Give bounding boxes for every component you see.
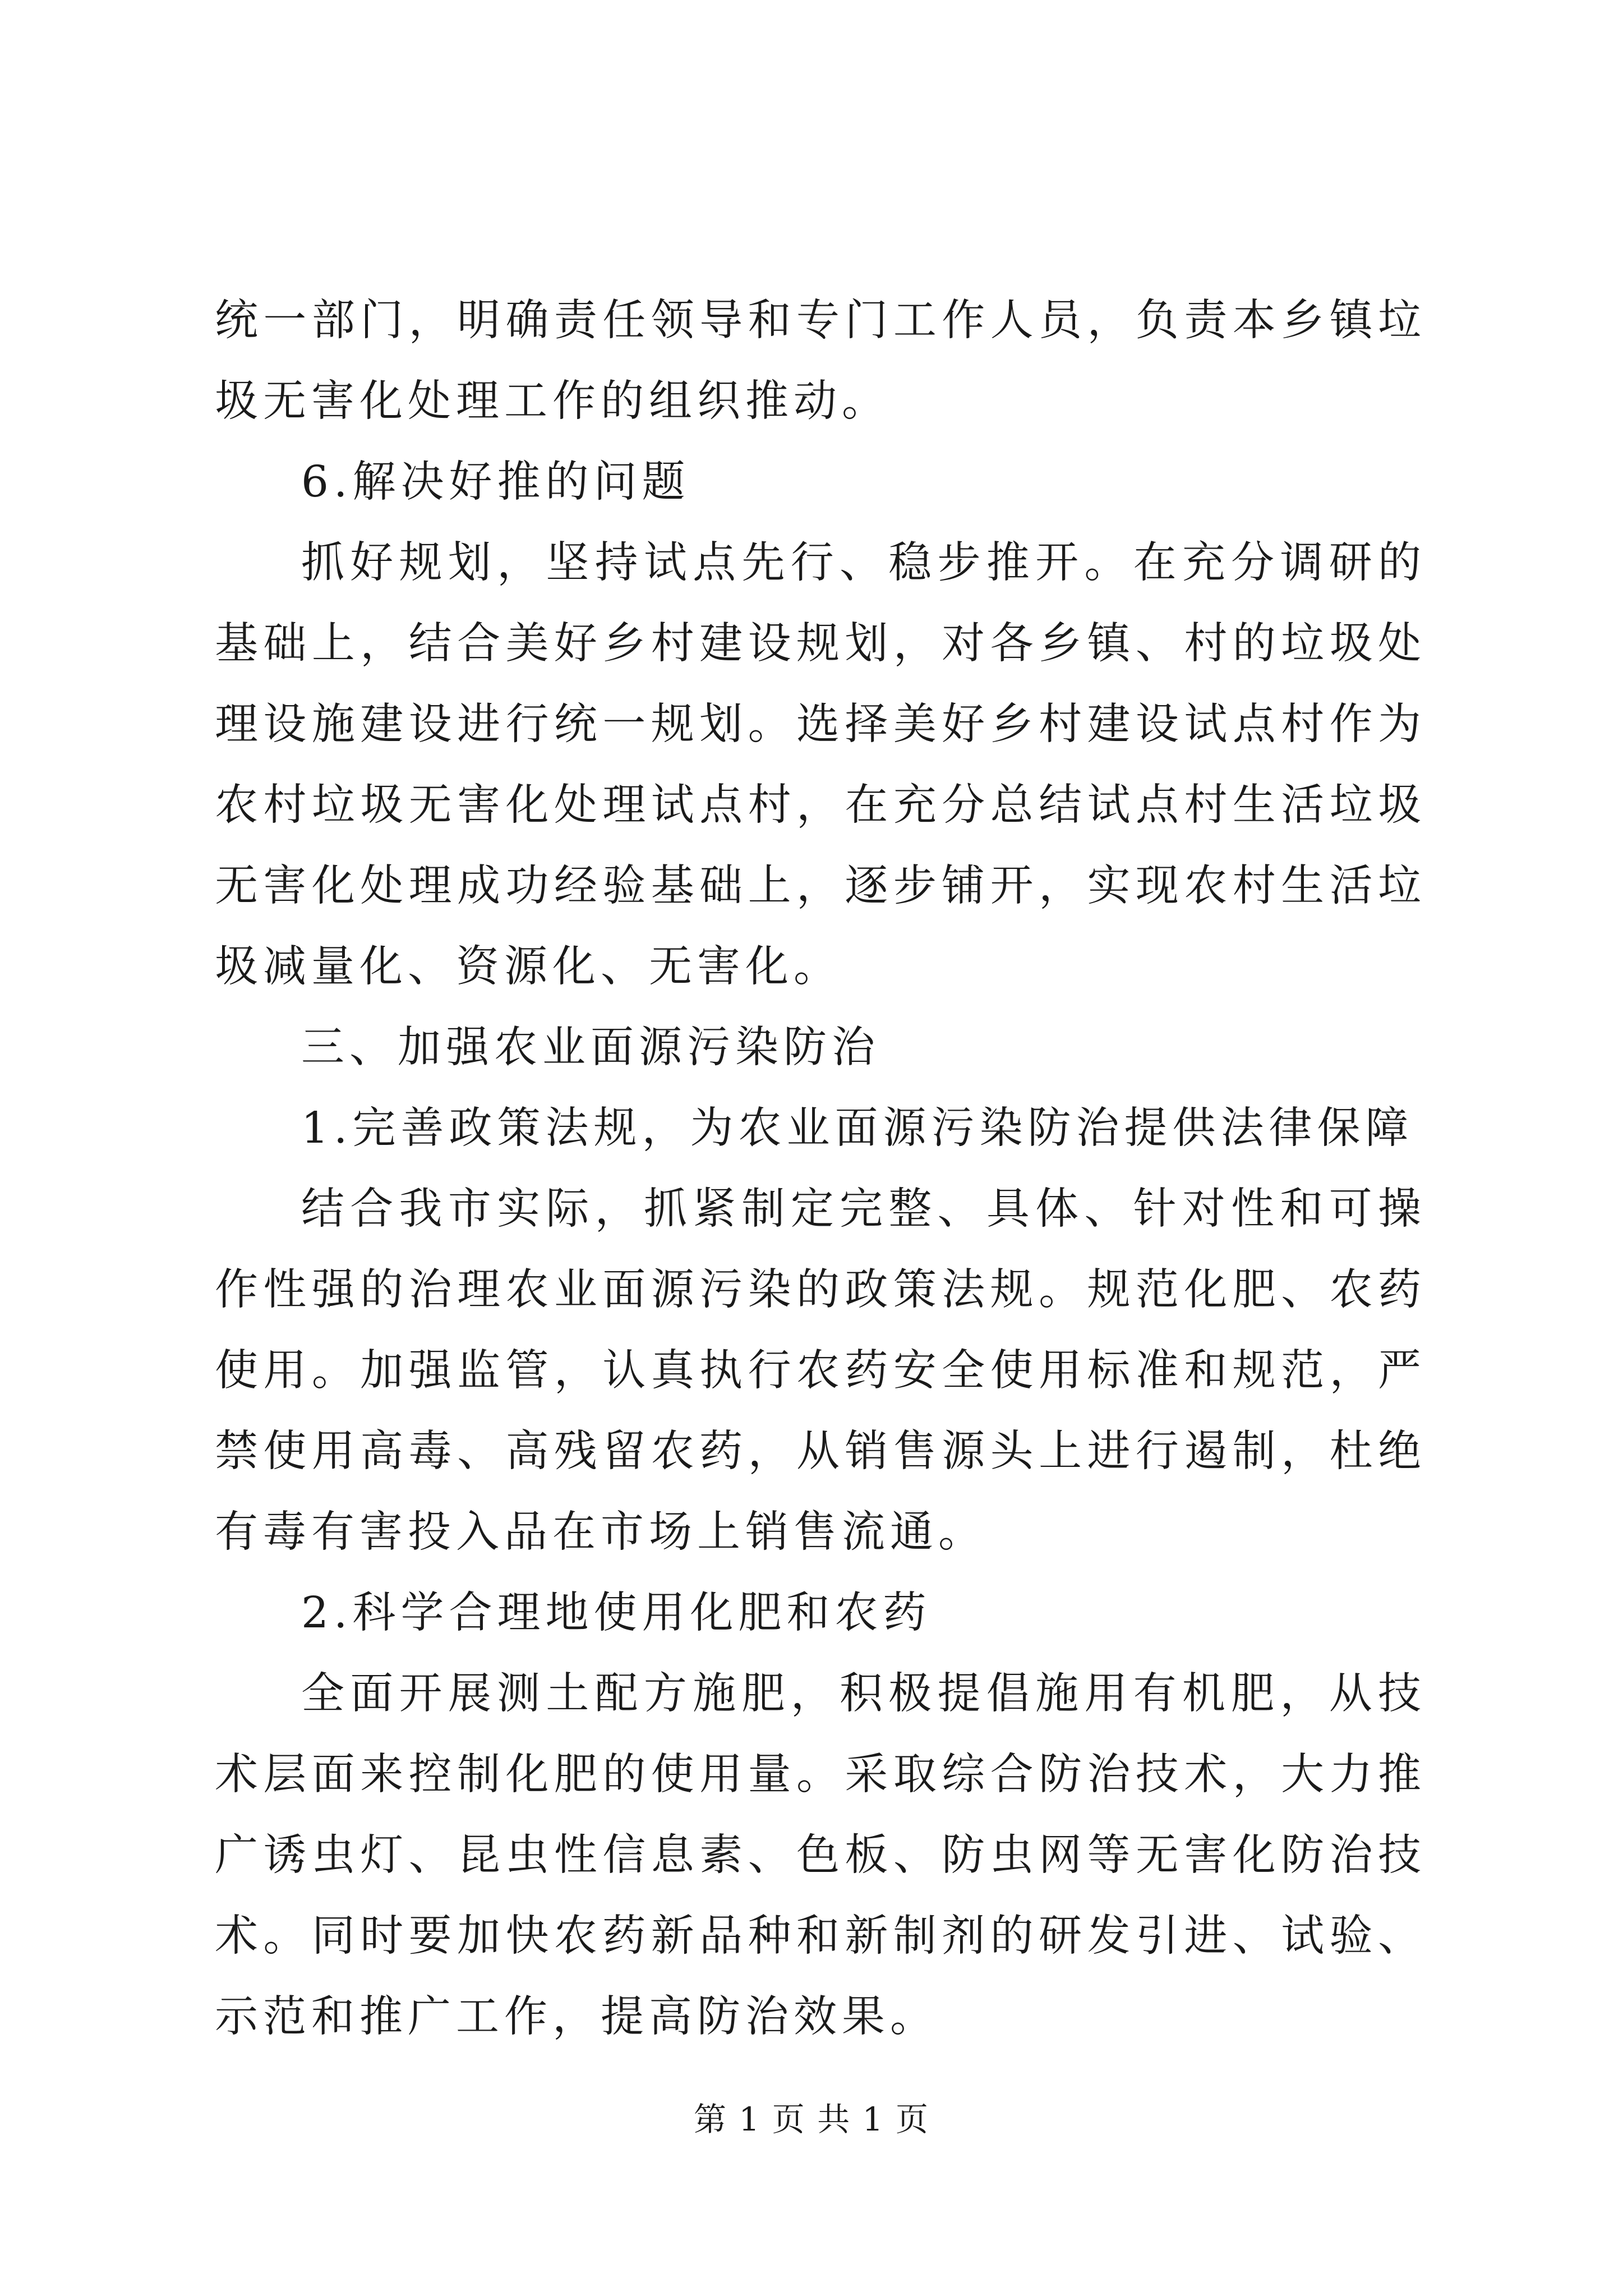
section-heading-1: 1.完善政策法规，为农业面源污染防治提供法律保障 bbox=[301, 1103, 1414, 1153]
section-heading-6: 6.解决好推的问题 bbox=[301, 457, 690, 507]
paragraph-fertilizer: 全面开展测土配方施肥，积极提倡施用有机肥，从技术层面来控制化肥的使用量。采取综合防治技术，大力推广诱虫灯、昆虫性信息素、色板、防虫网等无害化防治技术。同时要加快农药新品种和新制剂的研发引进、试验、示范和推广工作，提高防治效果。 bbox=[215, 1669, 1426, 2042]
page-footer: 第 1 页 共 1 页 bbox=[694, 2100, 929, 2138]
section-heading-2: 2.科学合理地使用化肥和农药 bbox=[301, 1588, 932, 1638]
paragraph-policy: 结合我市实际，抓紧制定完整、具体、针对性和可操作性强的治理农业面源污染的政策法规。规范化肥、农药使用。加强监管，认真执行农药安全使用标准和规范，严禁使用高毒、高残留农药，从销售源头上进行遏制，杜绝有毒有害投入品在市场上销售流通。 bbox=[215, 1184, 1426, 1557]
paragraph-continuation: 统一部门，明确责任领导和专门工作人员，负责本乡镇垃圾无害化处理工作的组织推动。 bbox=[215, 296, 1426, 426]
chapter-heading-3: 三、加强农业面源污染防治 bbox=[301, 1023, 880, 1073]
document-body bbox=[215, 280, 1426, 2058]
paragraph-planning: 抓好规划，坚持试点先行、稳步推开。在充分调研的基础上，结合美好乡村建设规划，对各乡镇、村的垃圾处理设施建设进行统一规划。选择美好乡村建设试点村作为农村垃圾无害化处理试点村，在充分总结试点村生活垃圾无害化处理成功经验基础上，逐步铺开，实现农村生活垃圾减量化、资源化、无害化。 bbox=[215, 538, 1426, 992]
